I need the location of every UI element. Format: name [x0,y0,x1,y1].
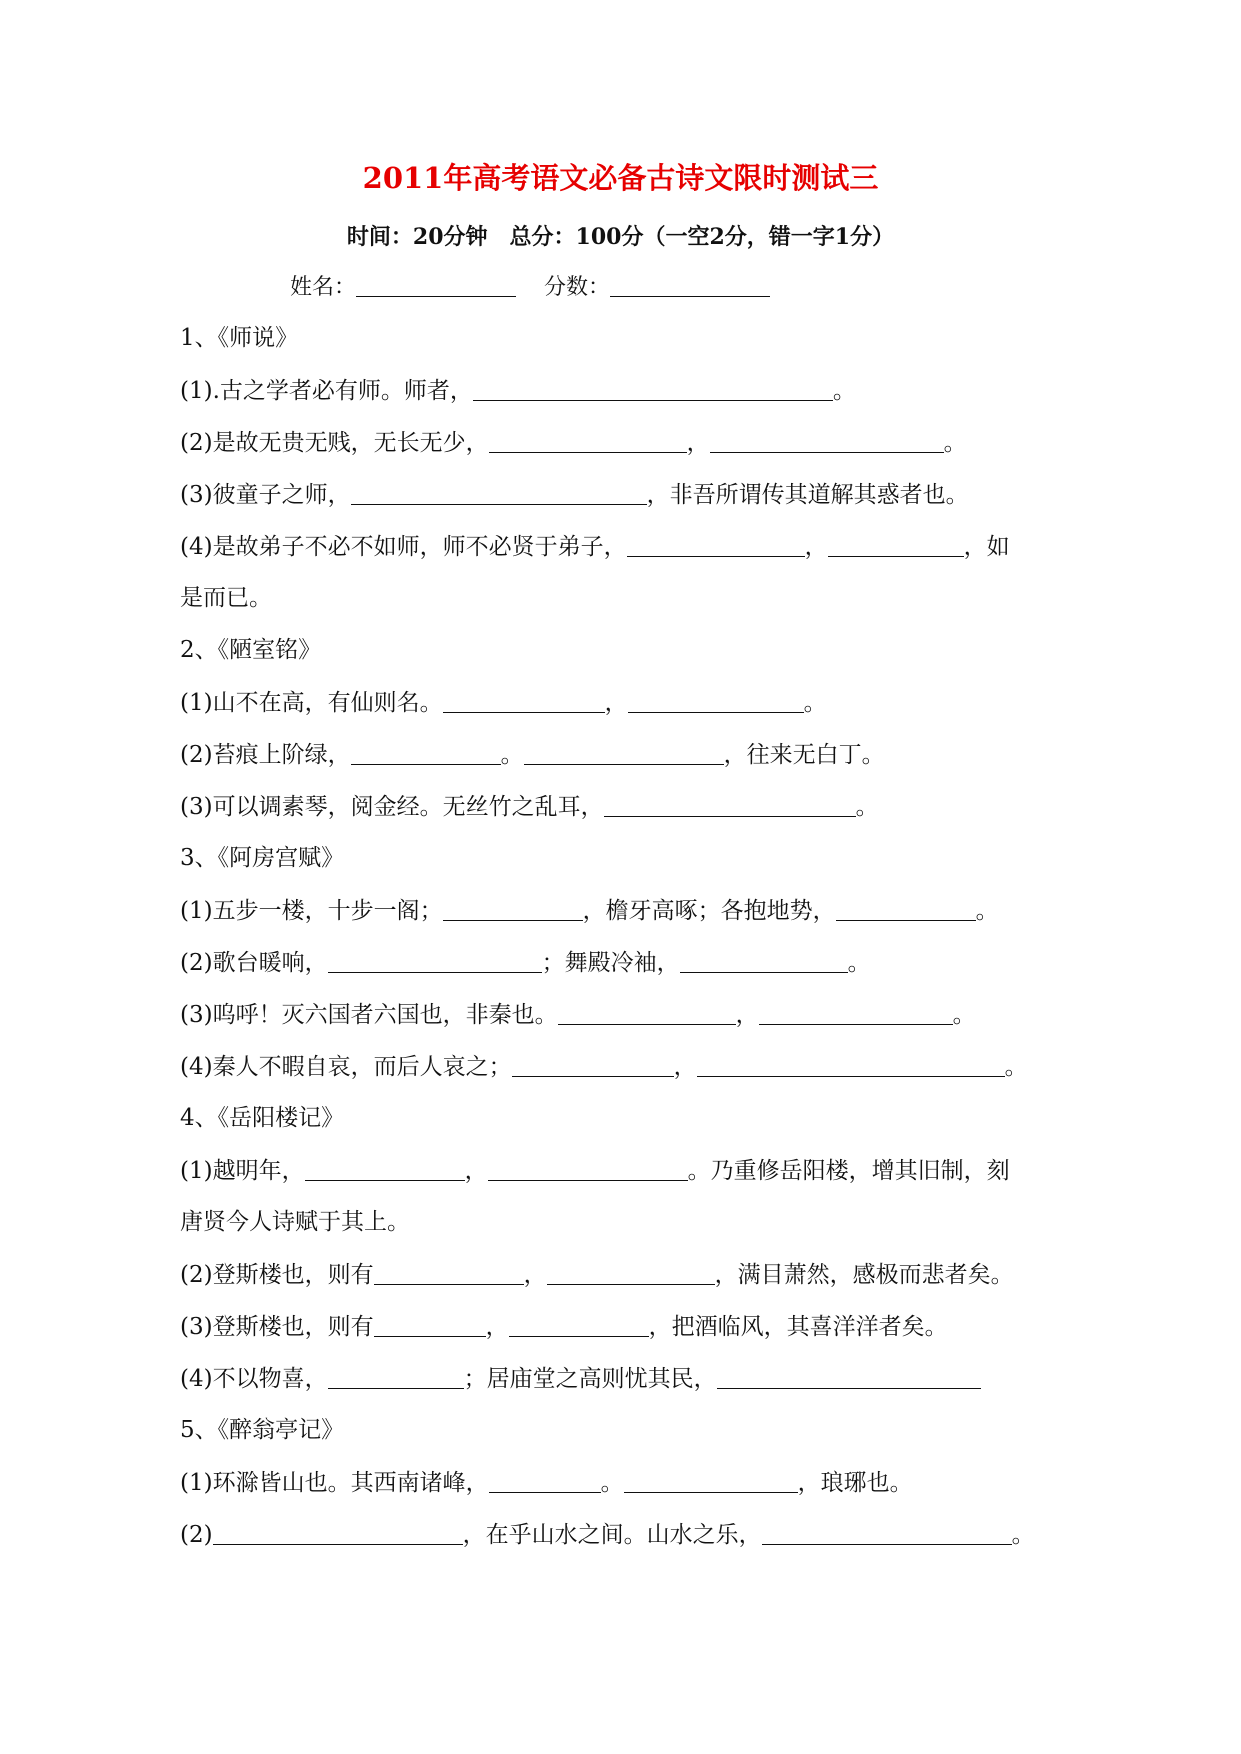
name-score-line [290,270,770,304]
answer-blank[interactable] [717,1362,981,1389]
answer-blank[interactable] [473,374,833,401]
answer-blank[interactable] [558,998,736,1025]
question-line: (2)是故无贵无贱，无长无少， ， 。 [180,426,967,459]
question-line: (3)彼童子之师， ，非吾所谓传其道解其惑者也。 [180,478,969,511]
answer-blank[interactable] [680,946,848,973]
question-line: (2)歌台暖响， ；舞殿冷袖， 。 [180,946,871,979]
section-heading: 2、《陋室铭》 [180,637,322,663]
answer-blank[interactable] [374,1258,524,1285]
question-line: (4)不以物喜， ；居庙堂之高则忧其民， [180,1362,981,1395]
answer-blank[interactable] [624,1466,798,1493]
section-heading: 4、《岳阳楼记》 [180,1105,345,1131]
question-line: 唐贤今人诗赋于其上。 [180,1209,410,1235]
score-label: 分数： [544,275,611,300]
question-line: (1)环滁皆山也。其西南诸峰， 。 ，琅琊也。 [180,1466,913,1499]
question-line: (2)登斯楼也，则有 ， ，满目萧然，感极而悲者矣。 [180,1258,1014,1291]
question-line: (1).古之学者必有师。师者， 。 [180,374,856,407]
score-blank[interactable] [610,270,770,297]
question-line: (1)山不在高，有仙则名。 ， 。 [180,686,827,719]
section-heading: 1、《师说》 [180,325,299,351]
answer-blank[interactable] [627,530,805,557]
page-subtitle: 时间：20分钟 总分：100分（一空2分，错一字1分） [346,224,895,250]
answer-blank[interactable] [213,1518,463,1545]
name-label: 姓名： [290,275,357,300]
answer-blank[interactable] [489,1466,601,1493]
answer-blank[interactable] [710,426,944,453]
answer-blank[interactable] [305,1154,465,1181]
question-line: (3)呜呼！灭六国者六国也，非秦也。 ， 。 [180,998,976,1031]
section-heading: 3、《阿房宫赋》 [180,845,345,871]
question-line: (4)秦人不暇自哀，而后人哀之； ， 。 [180,1050,1028,1083]
answer-blank[interactable] [836,894,976,921]
answer-blank[interactable] [759,998,953,1025]
question-line: (1)越明年， ， 。乃重修岳阳楼，增其旧制，刻 [180,1154,1010,1187]
answer-blank[interactable] [328,1362,464,1389]
question-line: (2) ，在乎山水之间。山水之乐， 。 [180,1518,1035,1551]
answer-blank[interactable] [488,1154,688,1181]
answer-blank[interactable] [512,1050,674,1077]
question-line: 是而已。 [180,585,272,611]
answer-blank[interactable] [524,738,724,765]
answer-blank[interactable] [328,946,542,973]
answer-blank[interactable] [443,686,605,713]
answer-blank[interactable] [547,1258,715,1285]
question-line: (3)可以调素琴，阅金经。无丝竹之乱耳， 。 [180,790,879,823]
section-heading: 5、《醉翁亭记》 [180,1417,345,1443]
answer-blank[interactable] [489,426,687,453]
answer-blank[interactable] [762,1518,1012,1545]
name-blank[interactable] [356,270,516,297]
answer-blank[interactable] [604,790,856,817]
question-line: (4)是故弟子不必不如师，师不必贤于弟子， ， ，如 [180,530,1010,563]
page-title: 2011年高考语文必备古诗文限时测试三 [362,161,879,195]
answer-blank[interactable] [628,686,804,713]
answer-blank[interactable] [443,894,583,921]
answer-blank[interactable] [351,478,647,505]
answer-blank[interactable] [697,1050,1005,1077]
answer-blank[interactable] [351,738,501,765]
question-line: (3)登斯楼也，则有 ， ，把酒临风，其喜洋洋者矣。 [180,1310,948,1343]
question-line: (2)苔痕上阶绿， 。 ，往来无白丁。 [180,738,885,771]
question-line: (1)五步一楼，十步一阁； ，檐牙高啄；各抱地势， 。 [180,894,999,927]
answer-blank[interactable] [828,530,964,557]
answer-blank[interactable] [374,1310,486,1337]
answer-blank[interactable] [509,1310,649,1337]
